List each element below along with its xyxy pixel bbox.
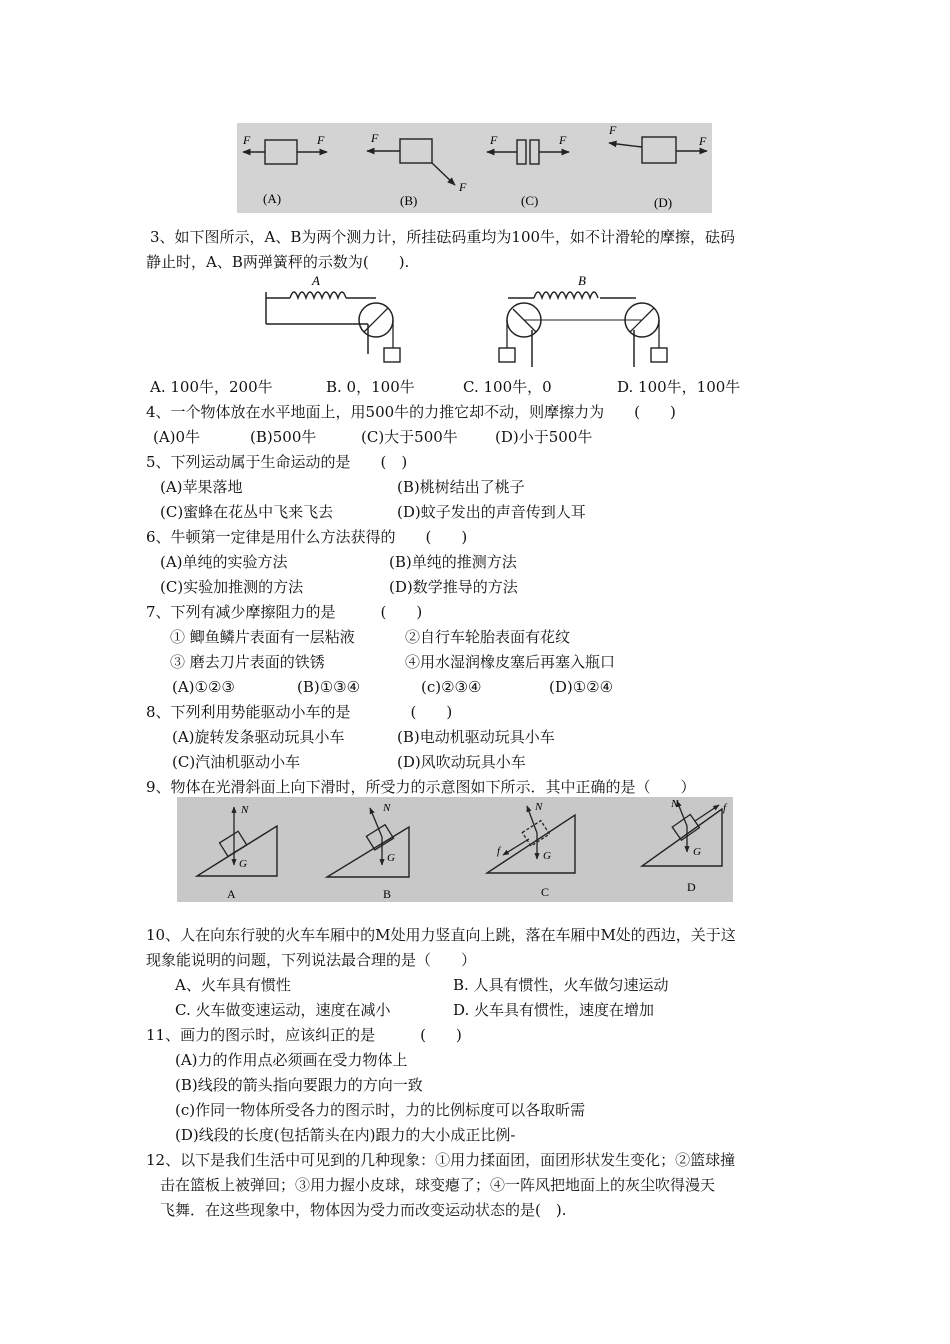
question-12-line-1: 12、以下是我们生活中可见到的几种现象：①用力揉面团，面团形状发生变化；②篮球撞 [146, 1151, 736, 1169]
question-10-option-b[interactable]: B. 人具有惯性，火车做匀速运动 [453, 976, 669, 994]
question-4-option-a[interactable]: (A)0牛 [153, 428, 201, 446]
question-5-option-d[interactable]: (D)蚊子发出的声音传到人耳 [397, 503, 586, 521]
force-label: F [459, 180, 467, 194]
question-10-line-2: 现象能说明的问题，下列说法最合理的是（ ） [146, 951, 477, 969]
question-7-item-1: ① 鲫鱼鳞片表面有一层粘液 [170, 628, 355, 646]
normal-force-label: N [535, 801, 543, 813]
question-11-option-b[interactable]: (B)线段的箭头指向要跟力的方向一致 [175, 1076, 423, 1094]
question-8-option-d[interactable]: (D)风吹动玩具小车 [397, 753, 526, 771]
spring-label-b: B [578, 273, 586, 288]
question-3-line-1: 3、如下图所示，A、B为两个测力计，所挂砝码重均为100牛，如不计滑轮的摩擦，砝码 [150, 228, 736, 246]
question-7-item-4: ④用水湿润橡皮塞后再塞入瓶口 [405, 653, 616, 671]
force-label: F [609, 123, 617, 137]
figure-caption-a: (A) [263, 191, 282, 206]
question-6-option-d[interactable]: (D)数学推导的方法 [389, 578, 518, 596]
question-5-option-a[interactable]: (A)苹果落地 [160, 478, 243, 496]
question-5-stem: 5、下列运动属于生命运动的是 ( ) [146, 453, 408, 471]
question-10-option-d[interactable]: D. 火车具有惯性，速度在增加 [453, 1001, 655, 1019]
force-label: F [317, 133, 325, 147]
spring-label-a: A [312, 273, 320, 288]
question-10-option-c[interactable]: C. 火车做变速运动，速度在减小 [175, 1001, 391, 1019]
question-11-stem: 11、画力的图示时，应该纠正的是 ( ) [146, 1026, 462, 1044]
gravity-label: G [693, 846, 701, 858]
question-3-line-2: 静止时，A、B两弹簧秤的示数为( ). [146, 253, 410, 271]
force-label: F [490, 133, 498, 147]
question-10-line-1: 10、人在向东行驶的火车车厢中的M处用力竖直向上跳，落在车厢中M处的西边，关于这 [146, 926, 736, 944]
question-3-option-d[interactable]: D. 100牛，100牛 [617, 378, 741, 396]
question-7-item-3: ③ 磨去刀片表面的铁锈 [170, 653, 325, 671]
question-7-option-a[interactable]: (A)①②③ [172, 678, 235, 696]
question-11-option-d[interactable]: (D)线段的长度(包括箭头在内)跟力的大小成正比例- [175, 1126, 516, 1144]
question-9-stem: 9、物体在光滑斜面上向下滑时，所受力的示意图如下所示．其中正确的是（ ） [146, 778, 696, 796]
figure-caption-a: A [227, 887, 236, 901]
figure-caption-c: C [541, 885, 550, 899]
question-4-option-d[interactable]: (D)小于500牛 [495, 428, 593, 446]
normal-force-label: N [241, 804, 249, 816]
figure-caption-d: (D) [654, 195, 673, 210]
force-diagram-q2 [237, 123, 712, 213]
question-6-stem: 6、牛顿第一定律是用什么方法获得的 ( ) [146, 528, 468, 546]
question-5-option-b[interactable]: (B)桃树结出了桃子 [397, 478, 525, 496]
normal-force-label: N [383, 802, 391, 814]
question-3-option-a[interactable]: A. 100牛，200牛 [150, 378, 273, 396]
force-label: F [559, 133, 567, 147]
question-11-option-c[interactable]: (c)作同一物体所受各力的图示时，力的比例标度可以各取昕需 [175, 1101, 586, 1119]
question-4-stem: 4、一个物体放在水平地面上，用500牛的力推它却不动，则摩擦力为 ( ) [146, 403, 676, 421]
figure-caption-b: B [383, 887, 392, 901]
question-7-stem: 7、下列有减少摩擦阻力的是 ( ) [146, 603, 423, 621]
question-11-option-a[interactable]: (A)力的作用点必须画在受力物体上 [175, 1051, 408, 1069]
question-4-option-b[interactable]: (B)500牛 [250, 428, 317, 446]
question-7-item-2: ②自行车轮胎表面有花纹 [405, 628, 571, 646]
gravity-label: G [543, 850, 551, 862]
question-7-option-d[interactable]: (D)①②④ [549, 678, 614, 696]
question-8-stem: 8、下列利用势能驱动小车的是 ( ) [146, 703, 453, 721]
question-3-option-b[interactable]: B. 0，100牛 [326, 378, 415, 396]
gravity-label: G [239, 858, 247, 870]
figure-caption-b: (B) [400, 193, 418, 208]
figure-caption-d: D [687, 880, 696, 894]
question-8-option-a[interactable]: (A)旋转发条驱动玩具小车 [172, 728, 345, 746]
gravity-label: G [387, 852, 395, 864]
question-7-option-c[interactable]: (c)②③④ [421, 678, 482, 696]
question-7-option-b[interactable]: (B)①③④ [297, 678, 361, 696]
force-label: F [699, 134, 707, 148]
question-8-option-c[interactable]: (C)汽油机驱动小车 [172, 753, 301, 771]
question-6-option-b[interactable]: (B)单纯的推测方法 [389, 553, 517, 571]
question-10-option-a[interactable]: A、火车具有惯性 [175, 976, 291, 994]
question-3-option-c[interactable]: C. 100牛，0 [463, 378, 552, 396]
spring-scale-diagram-q3 [260, 272, 690, 367]
incline-force-diagram-q9 [177, 797, 733, 902]
question-12-line-3: 飞舞．在这些现象中，物体因为受力而改变运动状态的是( ). [160, 1201, 567, 1219]
question-5-option-c[interactable]: (C)蜜蜂在花丛中飞来飞去 [160, 503, 334, 521]
figure-caption-c: (C) [521, 193, 539, 208]
question-4-option-c[interactable]: (C)大于500牛 [361, 428, 458, 446]
force-label: F [371, 131, 379, 145]
question-6-option-c[interactable]: (C)实验加推测的方法 [160, 578, 304, 596]
friction-label: f [497, 845, 501, 857]
friction-label: f [723, 802, 727, 814]
question-8-option-b[interactable]: (B)电动机驱动玩具小车 [397, 728, 555, 746]
question-6-option-a[interactable]: (A)单纯的实验方法 [160, 553, 288, 571]
question-12-line-2: 击在篮板上被弹回；③用力握小皮球，球变瘪了；④一阵风把地面上的灰尘吹得漫天 [160, 1176, 716, 1194]
normal-force-label: N [671, 798, 679, 810]
force-label: F [243, 133, 251, 147]
